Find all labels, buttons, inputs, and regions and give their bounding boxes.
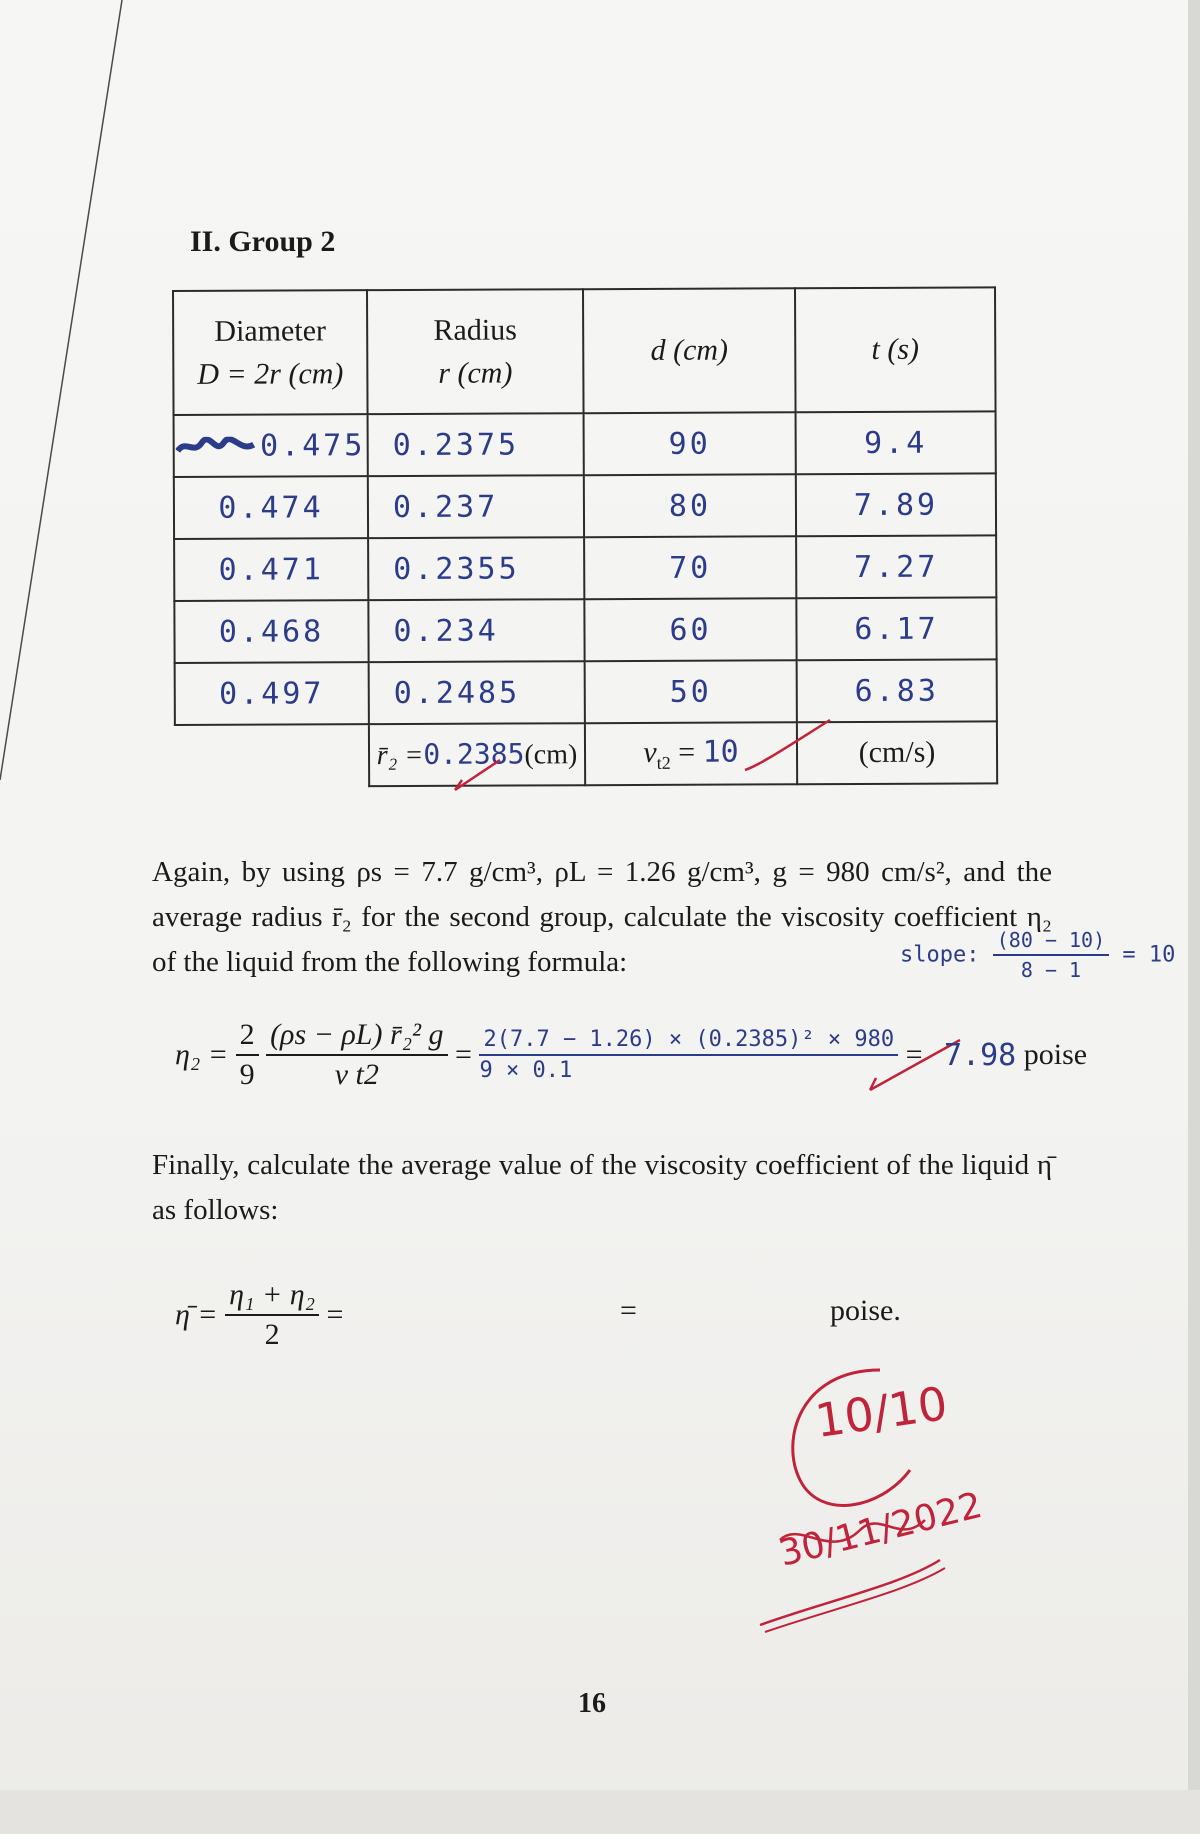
data-table [172, 286, 998, 788]
table-row [174, 535, 996, 601]
slope-note: slope: $\frac{(80 - 10)}{8 - 1}$ = 10 [900, 928, 1176, 982]
table-row [174, 411, 996, 477]
cell-time: 7.27 [796, 535, 996, 598]
cell-diameter: 0.474 [174, 476, 368, 539]
header-distance: d (cm) [583, 288, 796, 413]
cell-time: 6.17 [796, 597, 996, 660]
cell-radius: 0.234 [368, 599, 584, 662]
average-formula: η̄ = $\frac{\text{η₁ + η₂}}{2}$ = = poise. [175, 1278, 901, 1351]
cell-distance: 70 [584, 536, 796, 599]
table-row [175, 659, 997, 725]
cell-time: 6.83 [797, 659, 997, 722]
average-paragraph: Finally, calculate the average value of the viscosity coefficient of the liquid η̄ as follows: [152, 1149, 1052, 1226]
cell-time: 7.89 [796, 473, 996, 536]
score-mark: 10/10 [811, 1376, 951, 1448]
table-summary-row [175, 721, 997, 787]
cell-radius: 0.2375 [368, 413, 584, 476]
cell-diameter: 0.468 [174, 600, 368, 663]
cell-distance: 90 [584, 412, 796, 475]
page-number: 16 [578, 1688, 606, 1719]
grading-date: 30/11/2022 [775, 1484, 987, 1575]
header-radius: Radius r (cm) [367, 289, 584, 414]
viscosity-formula: η₂ = $\frac{2}{9}$ $\frac{\text{(ρs − ρL) r̄₂² g}}{\text{v t2}}$ = $\frac{\text{2(7.7 − 1.26) × (0.2385)² × 980}}{9 \times 0.1}$ = 7.98 poise [175, 1018, 1088, 1091]
cell-distance: 50 [585, 660, 797, 723]
header-diameter: Diameter D = 2r (cm) [173, 290, 368, 415]
instruction-paragraph: Again, by using ρs = 7.7 g/cm³, ρL = 1.26 g/cm³, g = 980 cm/s², and the average radius r̄₂ for the second group, calculate the viscosity coefficient η₂ of the liquid from the following formula: [152, 856, 1052, 978]
table-row [174, 473, 996, 539]
cell-time: 9.4 [796, 411, 996, 474]
table-row [174, 597, 996, 663]
header-time: t (s) [795, 287, 996, 412]
crossed-out-scribble [176, 437, 256, 457]
cell-terminal-velocity: $v_{t2} = 10$ [585, 722, 797, 785]
cell-diameter: 0.471 [174, 538, 368, 601]
cell-distance: 60 [584, 598, 796, 661]
cell-distance: 80 [584, 474, 796, 537]
section-title: II. Group 2 [190, 225, 336, 258]
table-header-row [173, 287, 996, 415]
cell-radius: 0.2355 [368, 537, 584, 600]
cell-radius: 0.237 [368, 475, 584, 538]
cell-velocity-unit: (cm/s) [797, 721, 997, 784]
cell-radius: 0.2485 [369, 661, 585, 724]
cell-average-radius: r̄₂ =0.2385(cm) [369, 723, 585, 786]
cell-diameter: 0.475 [174, 414, 368, 477]
cell-diameter: 0.497 [175, 662, 369, 725]
